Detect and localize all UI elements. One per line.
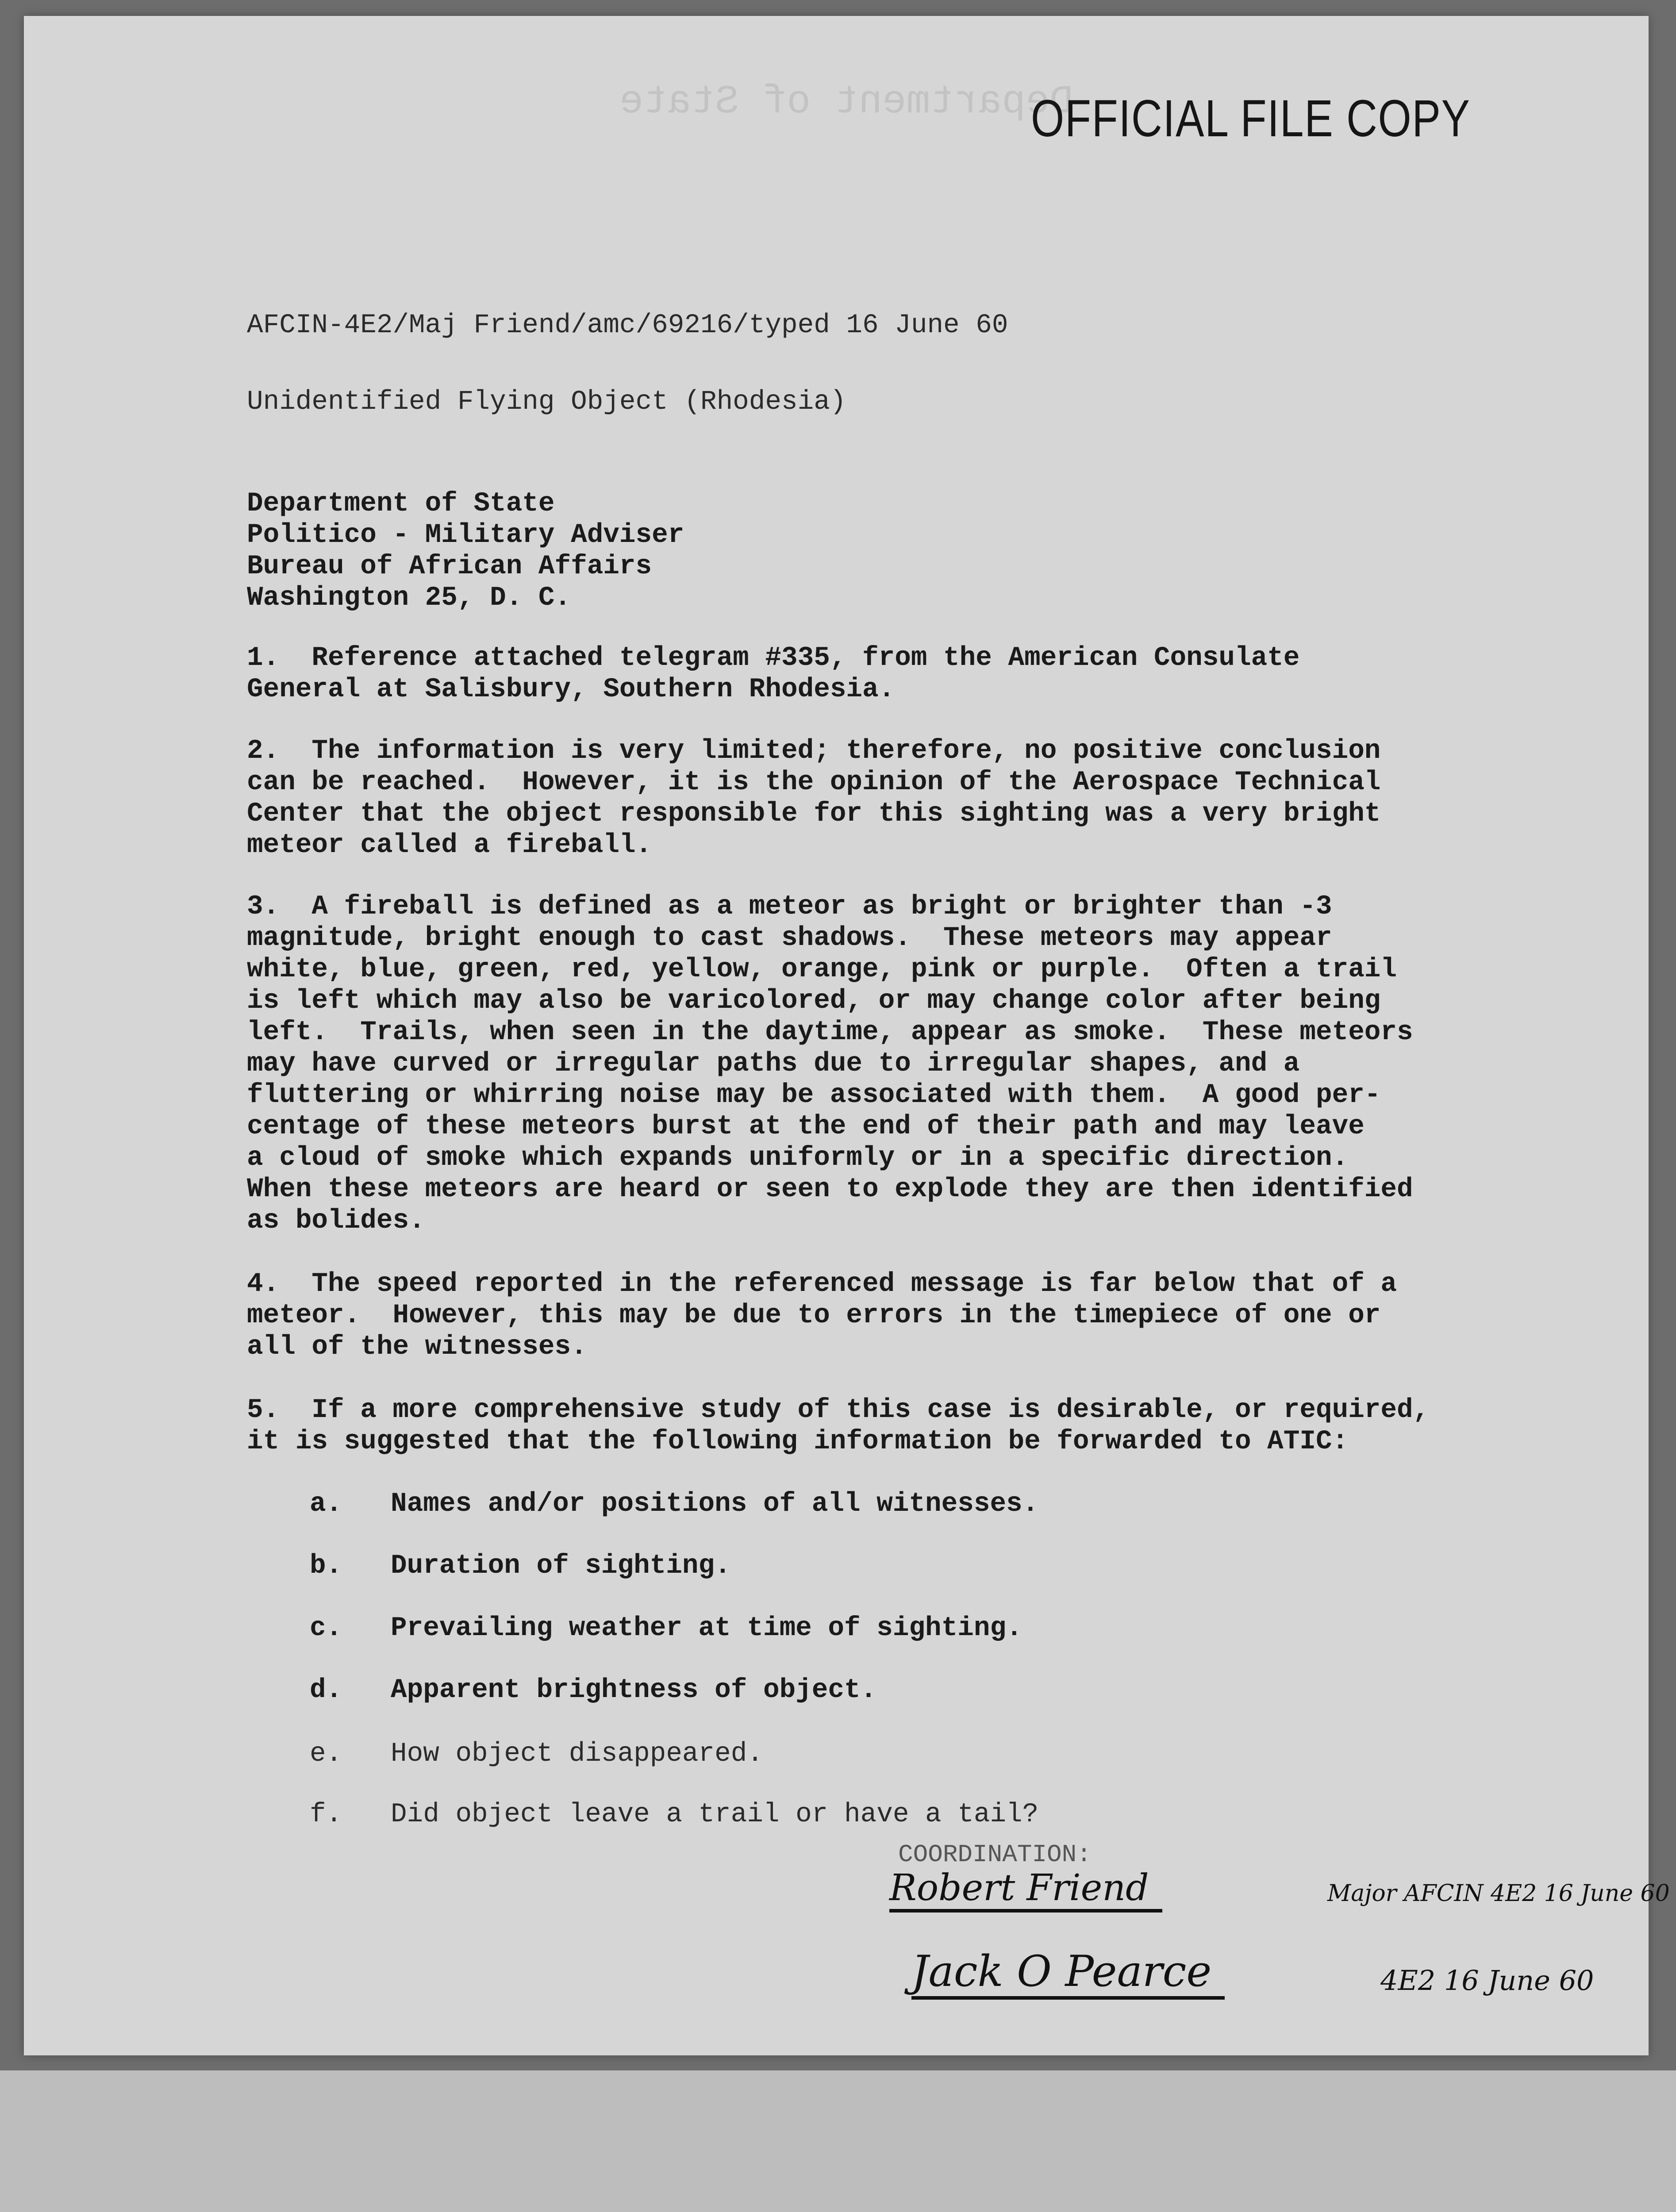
- paragraph-2: 2. The information is very limited; therefore, no positive conclusion can be reached. However, it is the opinion of the Aerospace Technical Center that the object responsible for this sighting was a very bright meteor called a fireball.: [247, 736, 1381, 860]
- subject-line: Unidentified Flying Object (Rhodesia): [247, 387, 846, 417]
- list-item: b. Duration of sighting.: [310, 1551, 731, 1581]
- paragraph-5: 5. If a more comprehensive study of this case is desirable, or required, it is suggested that the following information be forwarded to ATIC:: [247, 1395, 1430, 1457]
- paragraph-1: 1. Reference attached telegram #335, from the American Consulate General at Salisbury, Southern Rhodesia.: [247, 643, 1300, 705]
- paragraph-4: 4. The speed reported in the referenced message is far below that of a meteor. However, this may be due to errors in the timepiece of one or all of the witnesses.: [247, 1269, 1397, 1362]
- signature-annotation: 4E2 16 June 60: [1380, 1964, 1594, 1997]
- list-item: f. Did object leave a trail or have a tail?: [310, 1799, 1039, 1830]
- paragraph-3: 3. A fireball is defined as a meteor as bright or brighter than -3 magnitude, bright enough to cast shadows. These meteors may appear white, blue, green, red, yellow, orange, pink or purple. Often a trail is left which may also be varicolored, or may change color after being left. Trails, when seen in the daytime, appear as smoke. These meteors may have curved or irregular paths due to irregular shapes, and a fluttering or whirring noise may be associated with them. A good per- centage of these meteors burst at the end of their path and may leave a cloud of smoke which expands uniformly or in a specific direction. When these meteors are heard or seen to explode they are then identified as bolides.: [247, 891, 1413, 1236]
- list-item: d. Apparent brightness of object.: [310, 1675, 877, 1705]
- list-item: a. Names and/or positions of all witnesses.: [310, 1489, 1039, 1519]
- bleed-through-text: Department of State: [619, 80, 1074, 125]
- addressee-line: Politico - Military Adviser: [247, 520, 684, 550]
- signature-pearce: Jack O Pearce: [911, 1947, 1225, 2000]
- reference-line: AFCIN-4E2/Maj Friend/amc/69216/typed 16 June 60: [247, 310, 1008, 341]
- addressee-line: Department of State: [247, 488, 555, 519]
- addressee-line: Bureau of African Affairs: [247, 551, 652, 582]
- addressee-line: Washington 25, D. C.: [247, 583, 571, 613]
- official-file-copy-stamp: OFFICIAL FILE COPY: [1031, 89, 1471, 148]
- signature-annotation: Major AFCIN 4E2 16 June 60: [1327, 1880, 1670, 1907]
- coordination-label: COORDINATION:: [898, 1840, 1092, 1869]
- list-item: c. Prevailing weather at time of sighting.: [310, 1613, 1023, 1644]
- list-item: e. How object disappeared.: [310, 1739, 763, 1769]
- signature-friend: Robert Friend: [889, 1867, 1162, 1912]
